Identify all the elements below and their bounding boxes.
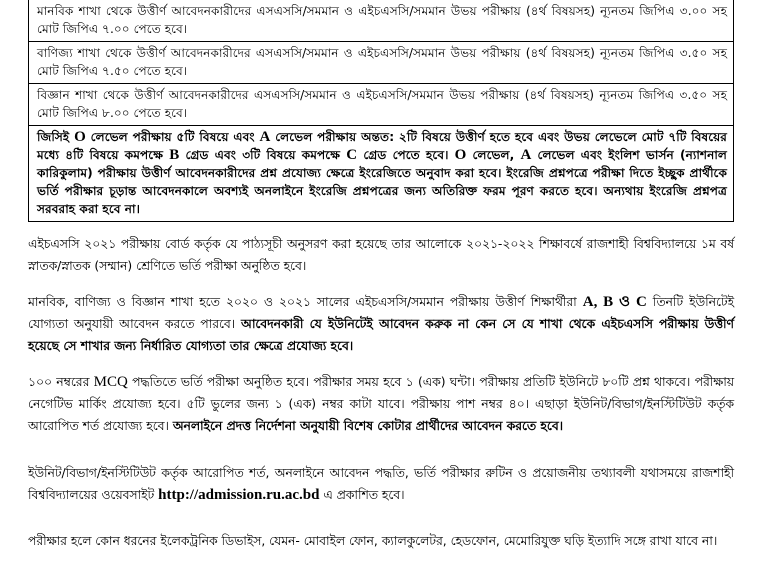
table-row (29, 0, 734, 42)
exam-rules-paragraph (28, 371, 734, 437)
table-row (29, 126, 734, 222)
bold-note: আবেদনকারী যে ইউনিটেই আবেদন করুক না কেন সে যে শাখা থেকে এইচএসসি পরীক্ষায় উত্তীর্ণ হয়েছে সে শাখার জন্য নির্ধারিত যোগ্যতা তার ক্ষেত্রে প্রযোজ্য হবে। (28, 317, 734, 353)
commerce-requirement: বাণিজ্য শাখা থেকে উত্তীর্ণ আবেদনকারীদের এসএসসি/সমমান ও এইচএসসি/সমমান উভয় পরীক্ষায় (৪র্থ বিষয়সহ) ন্যূনতম জিপিএ ৩.৫০ সহ মোট জিপিএ ৭.৫০ পেতে হবে। (29, 42, 734, 84)
o-level-letter: O (74, 129, 86, 145)
bold-note: অনলাইনে প্রদত্ত নির্দেশনা অনুযায়ী বিশেষ কোটার প্রার্থীদের আবেদন করতে হবে। (172, 419, 564, 433)
o-a-level-requirement (29, 126, 734, 222)
units-text: A, B ও C (582, 294, 647, 310)
table-row (29, 42, 734, 84)
grade-c-letter: C (346, 147, 358, 163)
text-span: ইউনিট/বিভাগ/ইনস্টিটিউট কর্তৃক আরোপিত শর্ত, অনলাইনে আবেদন পদ্ধতি, ভর্তি পরীক্ষার রুটিন ও প্রয়োজনীয় তথ্যাবলী যথাসময়ে রাজশাহী বিশ্ববিদ্যালয়ের ওয়েবসাইট (28, 466, 734, 502)
unit-eligibility-paragraph (28, 291, 734, 357)
text-span: তিনটি ইউনিটেই যোগ্যতা অনুযায়ী আবেদন করতে পারবে। (28, 295, 734, 331)
syllabus-paragraph: এইচএসসি ২০২১ পরীক্ষায় বোর্ড কর্তৃক যে পাঠ্যসূচী অনুসরণ করা হয়েছে তার আলোকে ২০২১-২০২২ শিক্ষাবর্ষে রাজশাহী বিশ্ববিদ্যালয়ে ১ম বর্ষ স্নাতক/স্নাতক (সম্মান) শ্রেণিতে ভর্তি পরীক্ষা অনুষ্ঠিত হবে। (28, 237, 734, 273)
eligibility-table (28, 0, 734, 222)
o-level-letter: O (454, 147, 467, 163)
text-span: লেভেল পরীক্ষায় অন্তত: ২টি বিষয়ে উত্তীর্ণ হতে হবে এবং উভয় লেভেলে মোট ৭টি বিষয়ের মধ্যে ৪টি বিষয়ে কমপক্ষে (37, 130, 728, 162)
text-span: ১০০ নম্বরের (28, 375, 94, 389)
text-span: পদ্ধতিতে ভর্তি পরীক্ষা অনুষ্ঠিত হবে। পরীক্ষার সময় হবে ১ (এক) ঘন্টা। পরীক্ষায় প্রতিটি ইউনিটে ৮০টি প্রশ্ন থাকবে। পরীক্ষায় নেগেটিভ মার্কিং প্রযোজ্য হবে। ৫টি ভুলের জন্য ১ (এক) নম্বর কাটা যাবে। পরীক্ষায় পাশ নম্বর ৪০। এছাড়া ইউনিট/বিভাগ/ইনস্টিটিউট কর্তৃক আরোপিত শর্ত প্রযোজ্য হবে। (28, 375, 735, 433)
text-span: লেভেল, (466, 148, 521, 162)
text-span: গ্রেড পেতে হবে। (357, 148, 455, 162)
admission-link[interactable]: http://admission.ru.ac.bd (158, 487, 320, 503)
mcq-text: MCQ (93, 374, 128, 390)
website-paragraph (28, 462, 734, 506)
text-span: লেভেল পরীক্ষায় ৫টি বিষয়ে এবং (85, 130, 260, 144)
grade-b-letter: B (169, 147, 180, 163)
text-span: লেভেল এবং ইংলিশ ভার্সন (ন্যাশনাল কারিকুলাম) পরীক্ষায় উত্তীর্ণ আবেদনকারীদের প্রশ্ন প্রযোজ্য ক্ষেত্রে ইংরেজিতে অনুবাদ করা হবে। ইংরেজি প্রশ্নপত্রে পরীক্ষা দিতে ইচ্ছুক প্রার্থীকে ভর্তি পরীক্ষার চূড়ান্ত আবেদনকালে অবশ্যই অনলাইনে ইংরেজি প্রশ্নপত্রের জন্য অতিরিক্ত ফরম পূরণ করতে হবে। অন্যথায় ইংরেজি প্রশ্নপত্র সরবরাহ করা হবে না। (37, 148, 728, 216)
devices-paragraph: পরীক্ষার হলে কোন ধরনের ইলেকট্রনিক ডিভাইস, যেমন- মোবাইল ফোন, ক্যালকুলেটর, হেডফোন, মেমোরিযুক্ত ঘড়ি ইত্যাদি সঙ্গে রাখা যাবে না। (28, 534, 718, 548)
text-span: মানবিক, বাণিজ্য ও বিজ্ঞান শাখা হতে ২০২০ ও ২০২১ সালের এইচএসসি/সমমান পরীক্ষায় উত্তীর্ণ শিক্ষার্থীরা (28, 295, 583, 309)
text-span: জিসিই (37, 130, 75, 144)
text-span: গ্রেড এবং ৩টি বিষয়ে কমপক্ষে (179, 148, 347, 162)
text-span: এ প্রকাশিত হবে। (319, 488, 405, 502)
a-level-letter: A (259, 129, 271, 145)
table-row (29, 84, 734, 126)
science-requirement: বিজ্ঞান শাখা থেকে উত্তীর্ণ আবেদনকারীদের এসএসসি/সমমান ও এইচএসসি/সমমান উভয় পরীক্ষায় (৪র্থ বিষয়সহ) ন্যূনতম জিপিএ ৩.৫০ সহ মোট জিপিএ ৮.০০ পেতে হবে। (29, 84, 734, 126)
humanities-requirement: মানবিক শাখা থেকে উত্তীর্ণ আবেদনকারীদের এসএসসি/সমমান ও এইচএসসি/সমমান উভয় পরীক্ষায় (৪র্থ বিষয়সহ) ন্যূনতম জিপিএ ৩.০০ সহ মোট জিপিএ ৭.০০ পেতে হবে। (29, 0, 734, 42)
a-level-letter: A (520, 147, 532, 163)
